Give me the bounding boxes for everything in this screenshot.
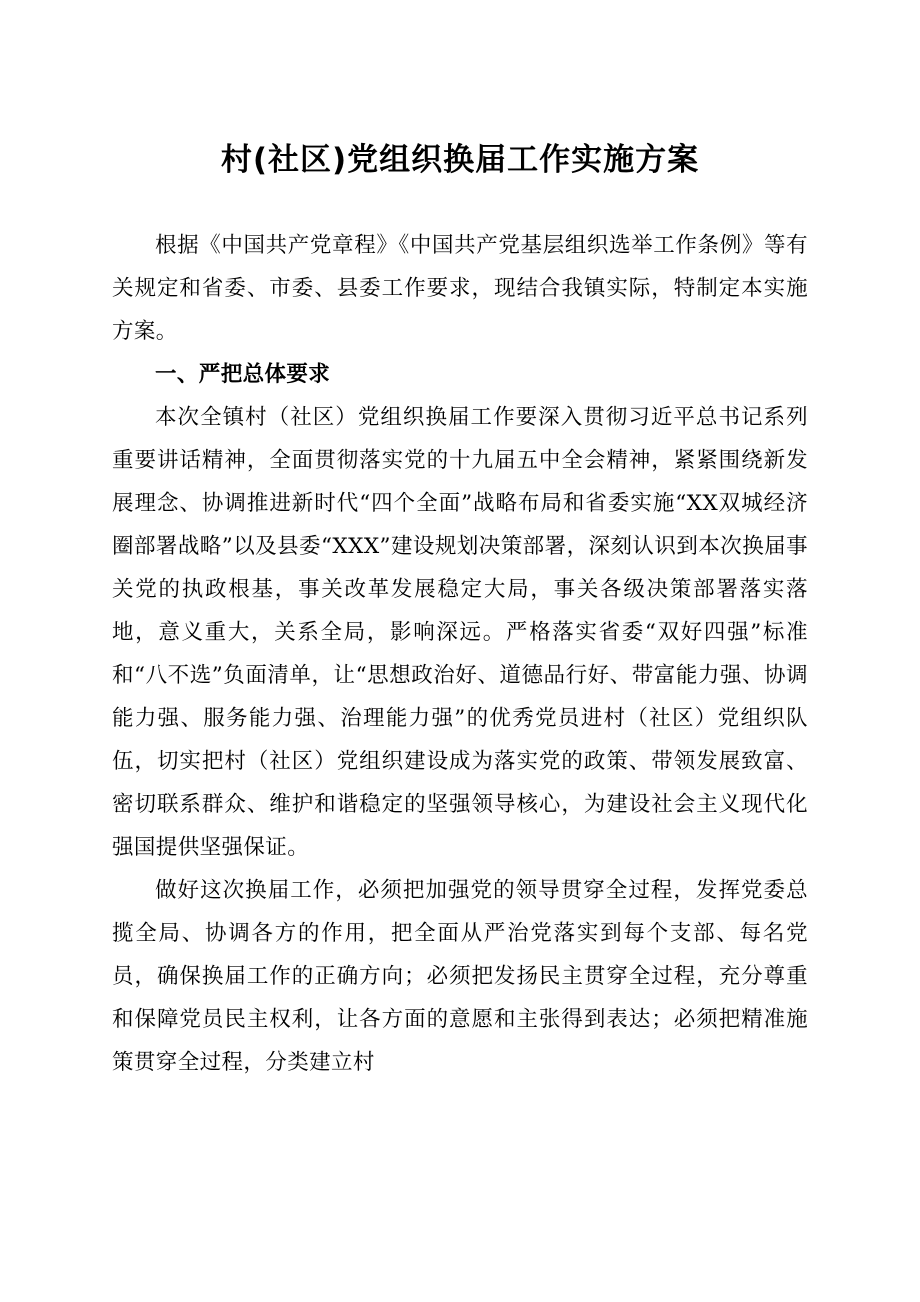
paragraph-overall-requirements: 本次全镇村（社区）党组织换届工作要深入贯彻习近平总书记系列重要讲话精神，全面贯彻落实党的十九届五中全会精神，紧紧围绕新发展理念、协调推进新时代“四个全面”战略布局和省委实施“XX双城经济圈部署战略”以及县委“XXX”建设规划决策部署，深刻认识到本次换届事关党的执政根基，事关改革发展稳定大局，事关各级决策部署落实落地，意义重大，关系全局，影响深远。严格落实省委“双好四强”标准和“八不选”负面清单，让“思想政治好、道德品行好、带富能力强、协调能力强、服务能力强、治理能力强”的优秀党员进村（社区）党组织队伍，切实把村（社区）党组织建设成为落实党的政策、带领发展致富、密切联系群众、维护和谐稳定的坚强领导核心，为建设社会主义现代化强国提供坚强保证。 [112, 405, 808, 861]
document-body [112, 224, 808, 1084]
page-title: 村(社区)党组织换届工作实施方案 [220, 142, 700, 178]
paragraph-work-principles: 做好这次换届工作，必须把加强党的领导贯穿全过程，发挥党委总揽全局、协调各方的作用，把全面从严治党落实到每个支部、每名党员，确保换届工作的正确方向；必须把发扬民主贯穿全过程，充分尊重和保障党员民主权利，让各方面的意愿和主张得到表达；必须把精准施策贯穿全过程，分类建立村 [112, 878, 808, 1076]
paragraph-basis: 根据《中国共产党章程》《中国共产党基层组织选举工作条例》等有关规定和省委、市委、县委工作要求，现结合我镇实际，特制定本实施方案。 [112, 233, 808, 345]
section-heading-one: 一、严把总体要求 [155, 362, 331, 388]
